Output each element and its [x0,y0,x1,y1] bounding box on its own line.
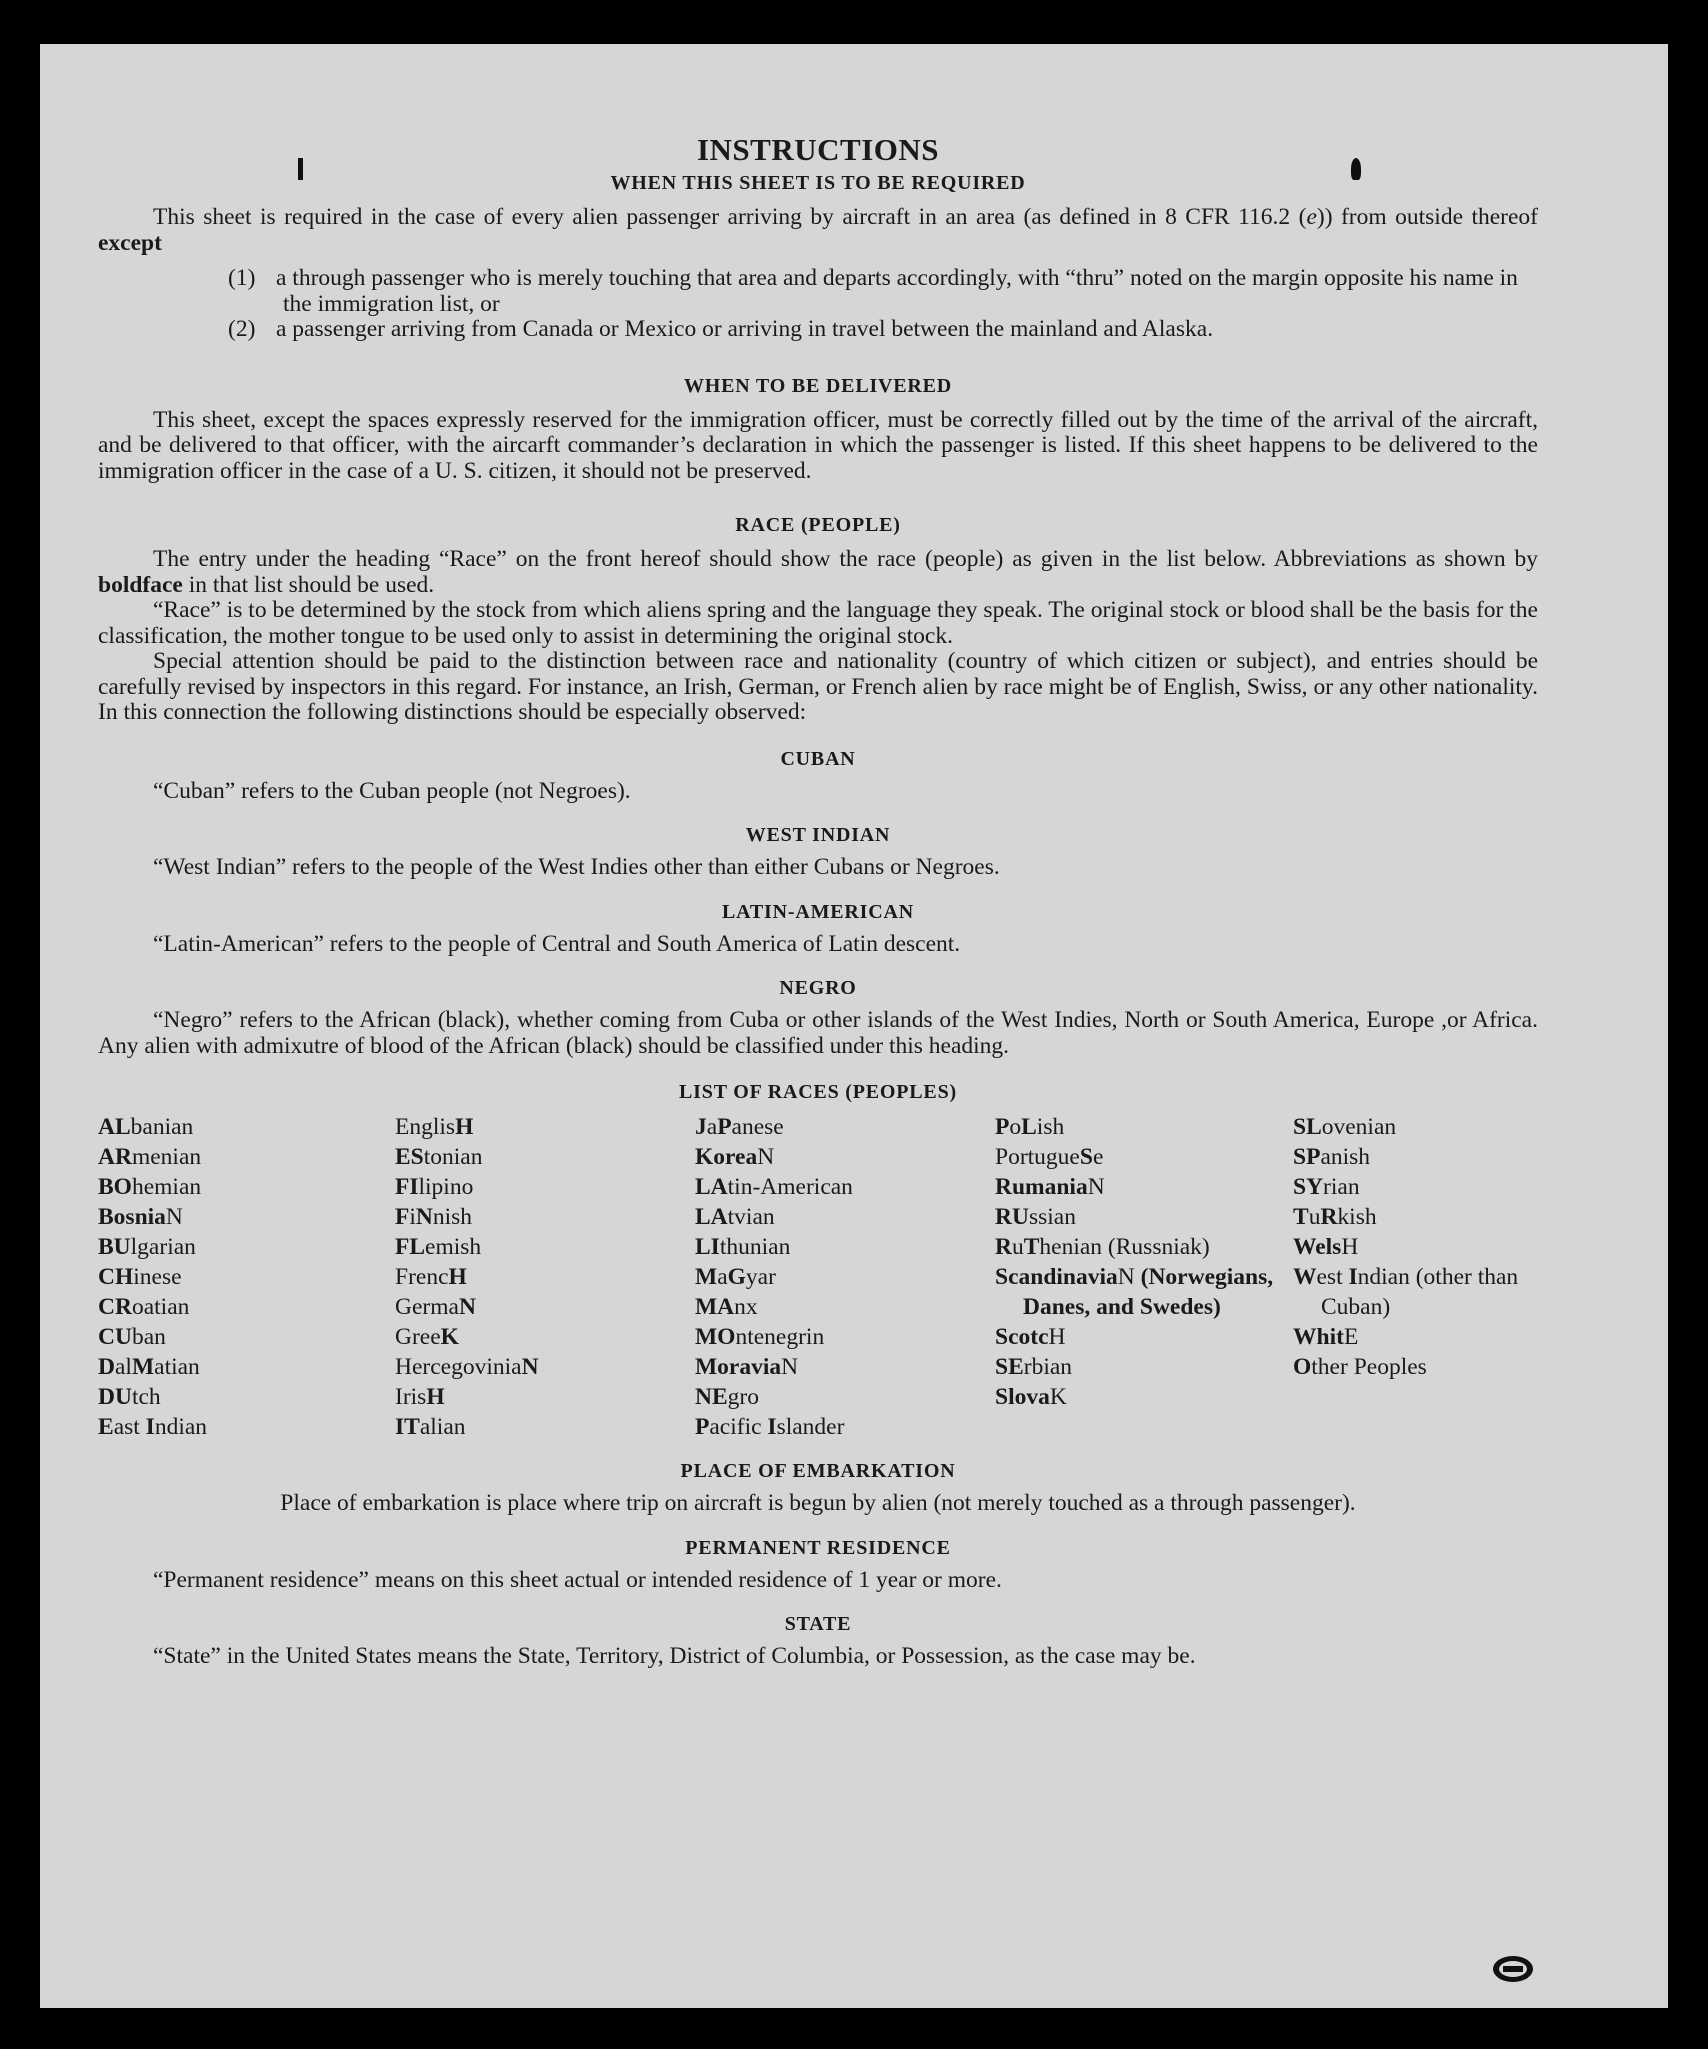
heading-negro: NEGRO [779,977,857,999]
race-entry: RuThenian (Russniak) [995,1234,1210,1260]
race-entry: LAtin-American [695,1174,853,1200]
race-entry: MaGyar [695,1264,776,1290]
race-entry: SYrian [1293,1174,1360,1200]
race-entry: WelsH [1293,1234,1359,1260]
race-paragraph-1: The entry under the heading “Race” on the front hereof should show the race (people) as given in the list below. Abbreviations as shown by boldface in that list should be used. [98,546,1538,598]
race-entry: LIthunian [695,1234,791,1260]
race-entry: MOntenegrin [695,1324,825,1350]
instructions-content [98,132,1538,1670]
races-column-5 [1293,1112,1538,1442]
race-entry: SLovenian [1293,1114,1397,1140]
heading-west-indian: WEST INDIAN [745,824,891,846]
heading-race: RACE (PEOPLE) [735,514,901,536]
heading-latin-american: LATIN-AMERICAN [722,900,914,923]
race-entry: SPanish [1293,1144,1371,1170]
race-entry: JaPanese [695,1114,784,1140]
race-entry: RUssian [995,1204,1076,1230]
race-entry: FLemish [395,1234,482,1260]
race-entry: SlovaK [995,1384,1067,1410]
race-paragraph-3: Special attention should be paid to the distinction between race and nationality (country of which citizen or subject), and entries should be carefully revised by inspectors in this regard. For instance, an Irish, German, or French alien by race might be of English, Swiss, or any other nationality. In this connection the following distinctions should be especially observed: [98,648,1538,725]
negro-text: “Negro” refers to the African (black), whether coming from Cuba or other islands of the West Indies, North or South America, Europe ,or Africa. Any alien with admixutre of blood of the African (black) should be classified under this heading. [98,1007,1538,1059]
heading-embarkation: PLACE OF EMBARKATION [680,1460,956,1482]
races-column-1 [98,1112,395,1442]
race-entry: West Indian (other than Cuban) [1293,1264,1519,1320]
race-entry: WhitE [1293,1324,1359,1350]
page-title: INSTRUCTIONS [696,132,939,167]
race-entry: MAnx [695,1294,758,1320]
race-entry: FIlipino [395,1174,474,1200]
heading-delivered: WHEN TO BE DELIVERED [683,374,953,397]
race-entry: EStonian [395,1144,483,1170]
exceptions-list [98,266,1538,343]
heading-required: WHEN THIS SHEET IS TO BE REQUIRED [610,172,1026,194]
heading-cuban: CUBAN [780,747,856,770]
required-intro: This sheet is required in the case of every alien passenger arriving by aircraft in an area (as defined in 8 CFR 116.2 (e)) from outside thereof except [98,204,1538,256]
document-page [40,44,1668,2008]
race-entry: ARmenian [98,1144,202,1170]
race-entry: BUlgarian [98,1234,196,1260]
races-column-2 [395,1112,695,1442]
delivered-text: This sheet, except the spaces expressly reserved for the immigration officer, must be correctly filled out by the time of the arrival of the aircraft, and be delivered to that officer, with the aircarft commander’s declaration in which the passenger is listed. If this sheet happens to be delivered to the immigration officer in the case of a U. S. citizen, it should not be preserved. [98,406,1538,484]
races-column-4 [995,1112,1293,1442]
race-entry: PoLish [995,1114,1065,1140]
cuban-text: “Cuban” refers to the Cuban people (not Negroes). [153,777,631,804]
west-indian-text: “West Indian” refers to the people of the West Indies other than either Cubans or Negroes. [153,854,1000,880]
race-entry: HercegoviniaN [395,1354,539,1380]
race-entry: EnglisH [395,1114,474,1140]
race-entry: GermaN [395,1294,476,1320]
race-entry: NEgro [695,1384,759,1410]
race-entry: FiNnish [395,1204,473,1230]
race-entry: ITalian [395,1414,466,1440]
race-entry: CUban [98,1324,166,1350]
race-entry: RumaniaN [995,1174,1105,1200]
races-column-3 [695,1112,995,1442]
race-entry: ScandinaviaN (Norwegians, Danes, and Swedes) [995,1264,1274,1320]
race-entry: GreeK [395,1324,459,1350]
heading-list-of-races: LIST OF RACES (PEOPLES) [679,1081,957,1103]
race-entry: LAtvian [695,1204,775,1230]
race-entry: PortugueSe [995,1144,1104,1170]
race-entry: CHinese [98,1264,182,1290]
latin-american-text: “Latin-American” refers to the people of Central and South America of Latin descent. [153,930,961,957]
race-entry: East Indian [98,1414,208,1440]
race-entry: DalMatian [98,1354,200,1380]
exception-item: (1) a through passenger who is merely touching that area and departs accordingly, with “thru” noted on the margin opposite his name in the immigration list, or [228,265,1518,317]
race-entry: BOhemian [98,1174,202,1200]
race-entry: MoraviaN [695,1354,799,1380]
race-entry: BosniaN [98,1204,183,1230]
races-list [98,1112,1538,1442]
embarkation-text: Place of embarkation is place where trip on aircraft is begun by alien (not merely touched as a through passenger). [280,1490,1356,1516]
printer-seal-icon [1491,1954,1535,1984]
heading-residence: PERMANENT RESIDENCE [685,1536,951,1559]
race-entry: KoreaN [695,1144,775,1170]
race-entry: IrisH [395,1384,445,1410]
race-entry: CRoatian [98,1294,190,1320]
race-entry: ScotcH [995,1324,1066,1350]
race-entry: TuRkish [1293,1204,1377,1230]
heading-state: STATE [784,1613,852,1635]
race-entry: SErbian [995,1354,1073,1380]
race-entry: ALbanian [98,1114,194,1140]
exception-item: (2) a passenger arriving from Canada or Mexico or arriving in travel between the mainland and Alaska. [228,316,1214,342]
race-paragraph-2: “Race” is to be determined by the stock from which aliens spring and the language they speak. The original stock or blood shall be the basis for the classification, the mother tongue to be used only to assist in determining the original stock. [98,597,1538,649]
residence-text: “Permanent residence” means on this sheet actual or intended residence of 1 year or more. [153,1566,1002,1593]
state-text: “State” in the United States means the State, Territory, District of Columbia, or Possession, as the case may be. [153,1643,1196,1669]
race-entry: Other Peoples [1293,1354,1427,1380]
race-entry: Pacific Islander [695,1414,845,1440]
race-entry: DUtch [98,1384,161,1410]
race-entry: FrencH [395,1264,467,1290]
